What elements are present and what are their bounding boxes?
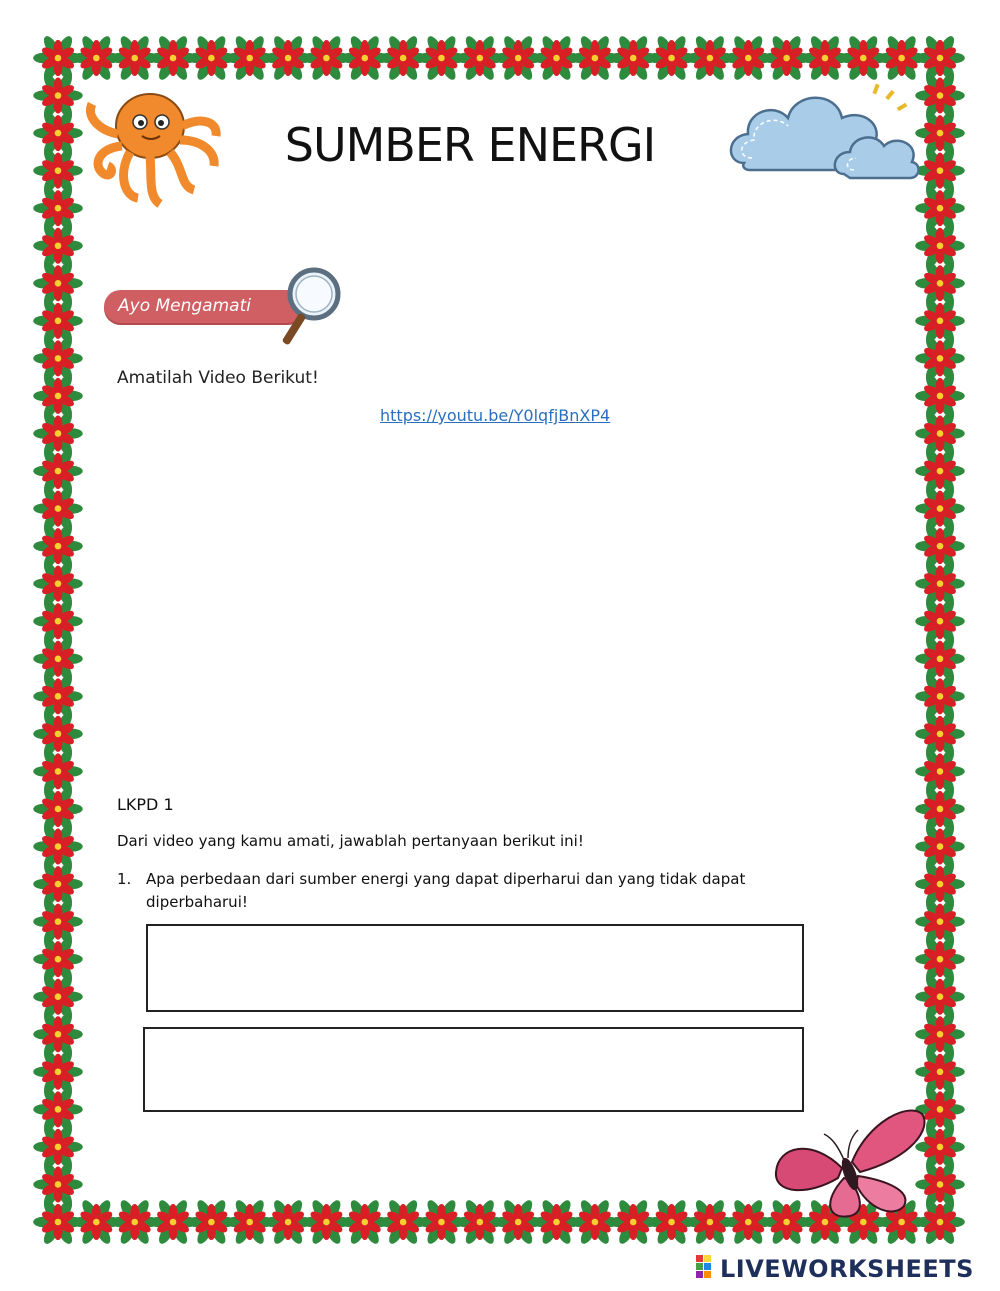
section-badge-label: Ayo Mengamati <box>118 296 251 316</box>
liveworksheets-logo-text: LIVEWORKSHEETS <box>720 1255 974 1283</box>
liveworksheets-logo <box>696 1254 974 1284</box>
octopus-icon <box>78 78 228 210</box>
video-link[interactable]: https://youtu.be/Y0lqfjBnXP4 <box>380 406 611 425</box>
cloud-icon <box>724 78 924 183</box>
lkpd-label: LKPD 1 <box>117 795 174 814</box>
liveworksheets-logo-icon <box>696 1255 720 1283</box>
answer-box-2[interactable] <box>143 1027 804 1112</box>
butterfly-icon <box>772 1098 932 1222</box>
answer-box-1[interactable] <box>146 924 804 1012</box>
question-prompt: Dari video yang kamu amati, jawablah pertanyaan berikut ini! <box>117 832 584 850</box>
instruction-text: Amatilah Video Berikut! <box>117 368 319 388</box>
magnifier-icon <box>280 266 342 352</box>
question-number: 1. <box>117 870 132 888</box>
page-title: SUMBER ENERGI <box>284 118 656 172</box>
question-text: Apa perbedaan dari sumber energi yang dapat diperharui dan yang tidak dapat diperbaharui! <box>146 870 746 911</box>
